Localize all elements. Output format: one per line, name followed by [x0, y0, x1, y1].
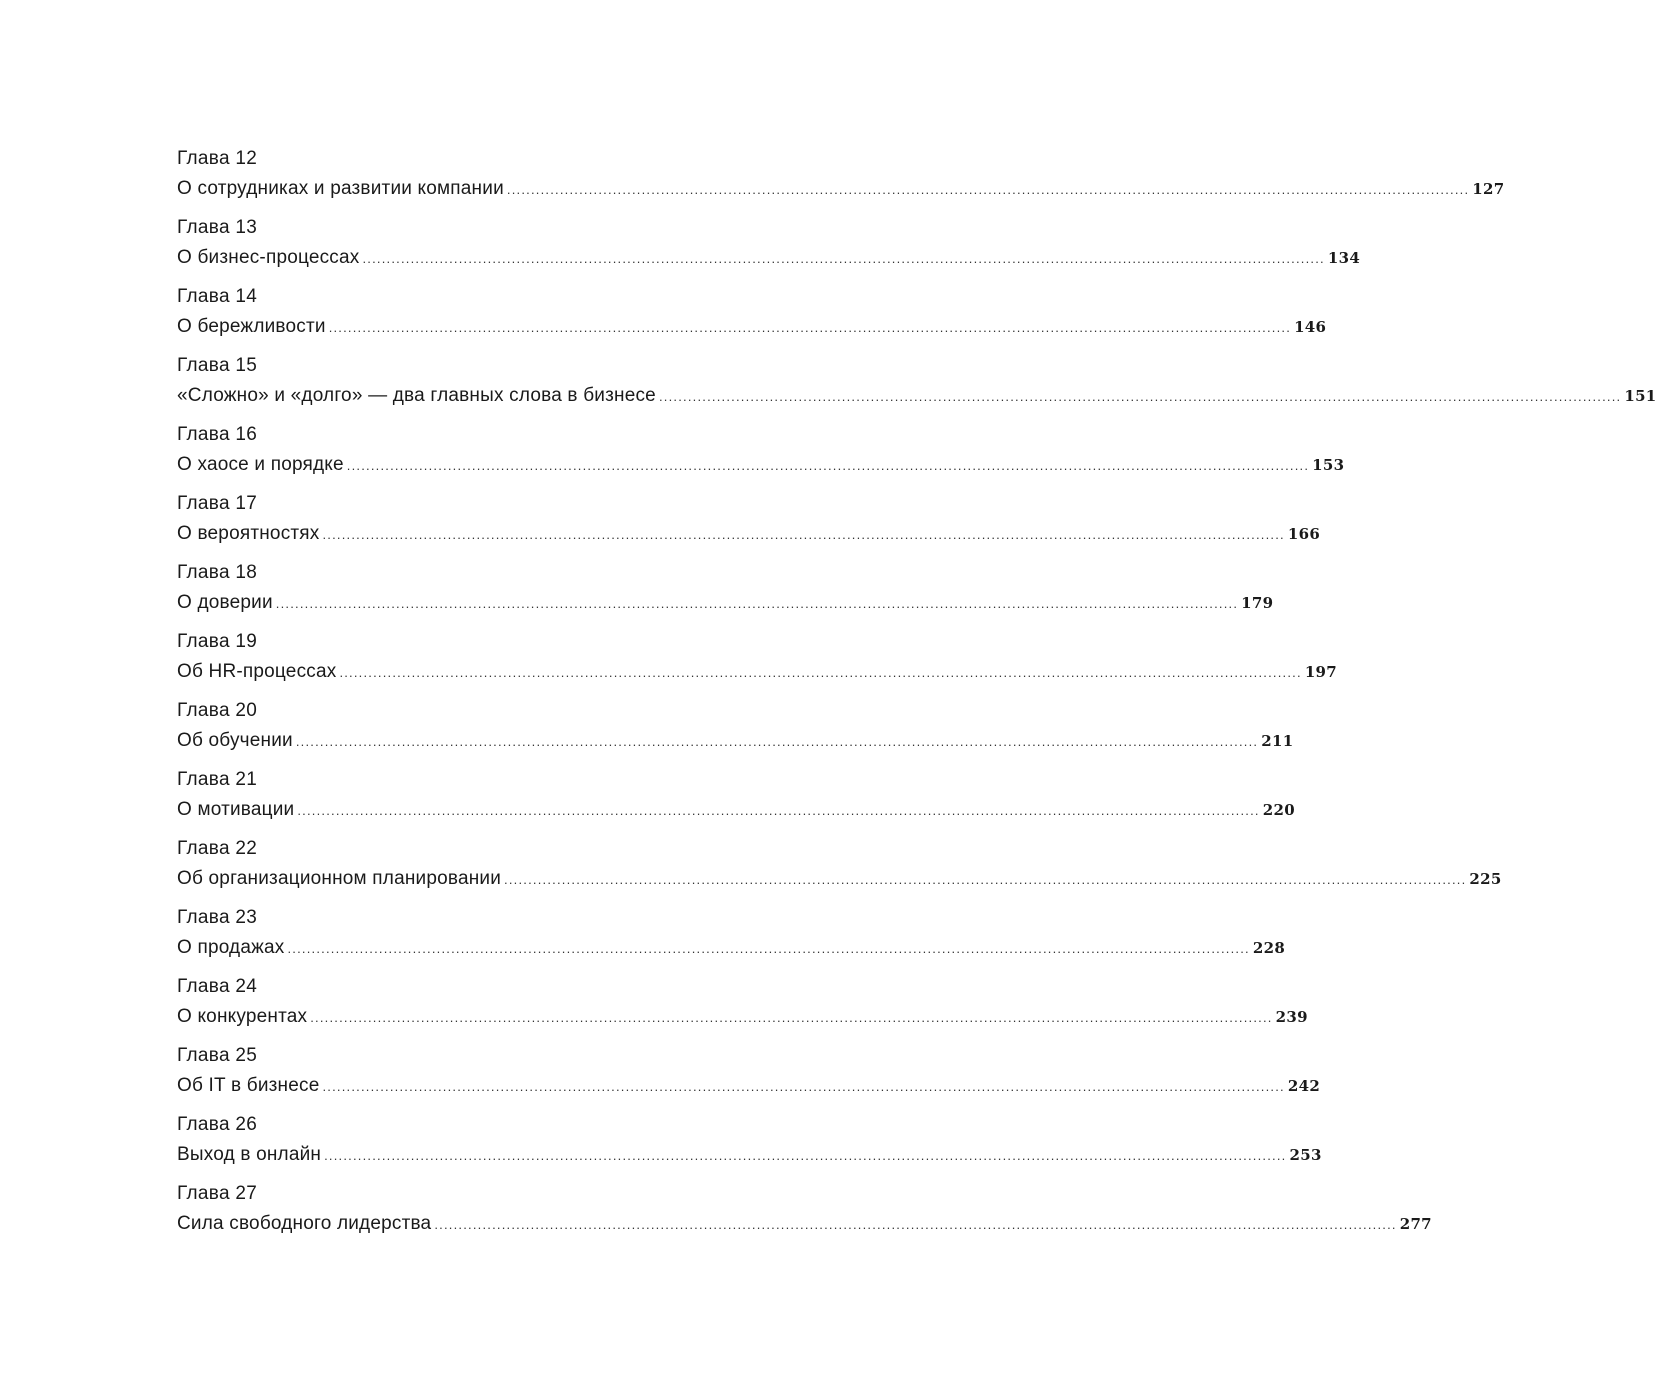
- toc-entry[interactable]: [177, 903, 1286, 972]
- toc-entry[interactable]: [177, 213, 1361, 282]
- chapter-title: О конкурентах: [177, 1006, 308, 1027]
- chapter-title: Выход в онлайн: [177, 1144, 322, 1165]
- dot-leader: ........................................................................................................................................................................................................: [297, 803, 1260, 818]
- chapter-title: Сила свободного лидерства: [177, 1213, 432, 1234]
- chapter-number: Глава 21: [177, 769, 258, 790]
- chapter-number: Глава 24: [177, 976, 258, 997]
- dot-leader: ........................................................................................................................................................................................................: [328, 320, 1292, 335]
- chapter-title: О бережливости: [177, 316, 326, 337]
- dot-leader: ........................................................................................................................................................................................................: [322, 1079, 1285, 1094]
- dot-leader: ........................................................................................................................................................................................................: [434, 1217, 1397, 1232]
- toc-entry[interactable]: [177, 765, 1295, 834]
- toc-row: [177, 1002, 1308, 1032]
- chapter-number: Глава 13: [177, 217, 258, 238]
- chapter-title: О вероятностях: [177, 523, 320, 544]
- page-number: 220: [1262, 801, 1295, 819]
- page-number: 242: [1287, 1077, 1321, 1095]
- toc-row: [177, 588, 1274, 618]
- toc-row: [177, 795, 1295, 825]
- toc-entry[interactable]: [177, 834, 1502, 903]
- chapter-title: «Сложно» и «долго» — два главных слова в бизнесе: [177, 385, 656, 406]
- page-number: 277: [1399, 1215, 1432, 1233]
- toc-entry[interactable]: [177, 1179, 1432, 1248]
- page-number: 134: [1327, 249, 1361, 267]
- chapter-number: Глава 17: [177, 493, 258, 514]
- toc-row: [177, 312, 1327, 342]
- chapter-number: Глава 23: [177, 907, 258, 928]
- toc-entry[interactable]: [177, 489, 1321, 558]
- chapter-title: Об обучении: [177, 730, 293, 751]
- chapter-number: Глава 18: [177, 562, 258, 583]
- chapter-title: О доверии: [177, 592, 273, 613]
- dot-leader: ........................................................................................................................................................................................................: [506, 182, 1470, 197]
- toc-entry[interactable]: [177, 282, 1327, 351]
- page-number: 127: [1472, 180, 1505, 198]
- chapter-title: О продажах: [177, 937, 285, 958]
- page-number: 179: [1241, 594, 1274, 612]
- toc-entry[interactable]: [177, 972, 1308, 1041]
- toc-row: [177, 519, 1321, 549]
- dot-leader: ........................................................................................................................................................................................................: [339, 665, 1302, 680]
- dot-leader: ........................................................................................................................................................................................................: [504, 872, 1467, 887]
- table-of-contents: [177, 144, 1657, 1248]
- dot-leader: ........................................................................................................................................................................................................: [658, 389, 1622, 404]
- chapter-title: Об IT в бизнесе: [177, 1075, 320, 1096]
- chapter-number: Глава 25: [177, 1045, 258, 1066]
- chapter-number: Глава 27: [177, 1183, 258, 1204]
- dot-leader: ........................................................................................................................................................................................................: [310, 1010, 1273, 1025]
- toc-entry[interactable]: [177, 144, 1505, 213]
- chapter-number: Глава 15: [177, 355, 258, 376]
- toc-row: [177, 726, 1294, 756]
- toc-row: [177, 243, 1361, 273]
- chapter-number: Глава 26: [177, 1114, 258, 1135]
- dot-leader: ........................................................................................................................................................................................................: [295, 734, 1259, 749]
- chapter-title: О сотрудниках и развитии компании: [177, 178, 504, 199]
- toc-row: [177, 1071, 1321, 1101]
- chapter-number: Глава 19: [177, 631, 258, 652]
- chapter-title: Об организационном планировании: [177, 868, 502, 889]
- page-number: 225: [1469, 870, 1502, 888]
- chapter-title: О хаосе и порядке: [177, 454, 344, 475]
- toc-row: [177, 1209, 1432, 1239]
- toc-entry[interactable]: [177, 696, 1294, 765]
- page-number: 197: [1304, 663, 1338, 681]
- chapter-number: Глава 14: [177, 286, 258, 307]
- toc-row: [177, 657, 1338, 687]
- chapter-title: Об HR-процессах: [177, 661, 337, 682]
- toc-row: [177, 933, 1286, 963]
- dot-leader: ........................................................................................................................................................................................................: [275, 596, 1239, 611]
- dot-leader: ........................................................................................................................................................................................................: [322, 527, 1285, 542]
- chapter-title: О бизнес-процессах: [177, 247, 360, 268]
- toc-row: [177, 450, 1345, 480]
- page-number: 253: [1289, 1146, 1322, 1164]
- page-number: 153: [1312, 456, 1345, 474]
- toc-row: [177, 381, 1657, 411]
- chapter-number: Глава 12: [177, 148, 258, 169]
- toc-entry[interactable]: [177, 351, 1657, 420]
- dot-leader: ........................................................................................................................................................................................................: [287, 941, 1250, 956]
- toc-row: [177, 174, 1505, 204]
- toc-row: [177, 1140, 1322, 1170]
- page-number: 166: [1287, 525, 1321, 543]
- chapter-number: Глава 16: [177, 424, 258, 445]
- toc-entry[interactable]: [177, 558, 1274, 627]
- toc-entry[interactable]: [177, 1110, 1322, 1179]
- chapter-title: О мотивации: [177, 799, 295, 820]
- toc-row: [177, 864, 1502, 894]
- dot-leader: ........................................................................................................................................................................................................: [324, 1148, 1287, 1163]
- chapter-number: Глава 20: [177, 700, 258, 721]
- page-number: 151: [1624, 387, 1657, 405]
- dot-leader: ........................................................................................................................................................................................................: [362, 251, 1325, 266]
- page-number: 228: [1252, 939, 1286, 957]
- page-number: 239: [1275, 1008, 1308, 1026]
- chapter-number: Глава 22: [177, 838, 258, 859]
- toc-entry[interactable]: [177, 1041, 1321, 1110]
- page-number: 211: [1261, 732, 1294, 750]
- page-number: 146: [1294, 318, 1327, 336]
- dot-leader: ........................................................................................................................................................................................................: [346, 458, 1310, 473]
- toc-entry[interactable]: [177, 627, 1338, 696]
- toc-entry[interactable]: [177, 420, 1345, 489]
